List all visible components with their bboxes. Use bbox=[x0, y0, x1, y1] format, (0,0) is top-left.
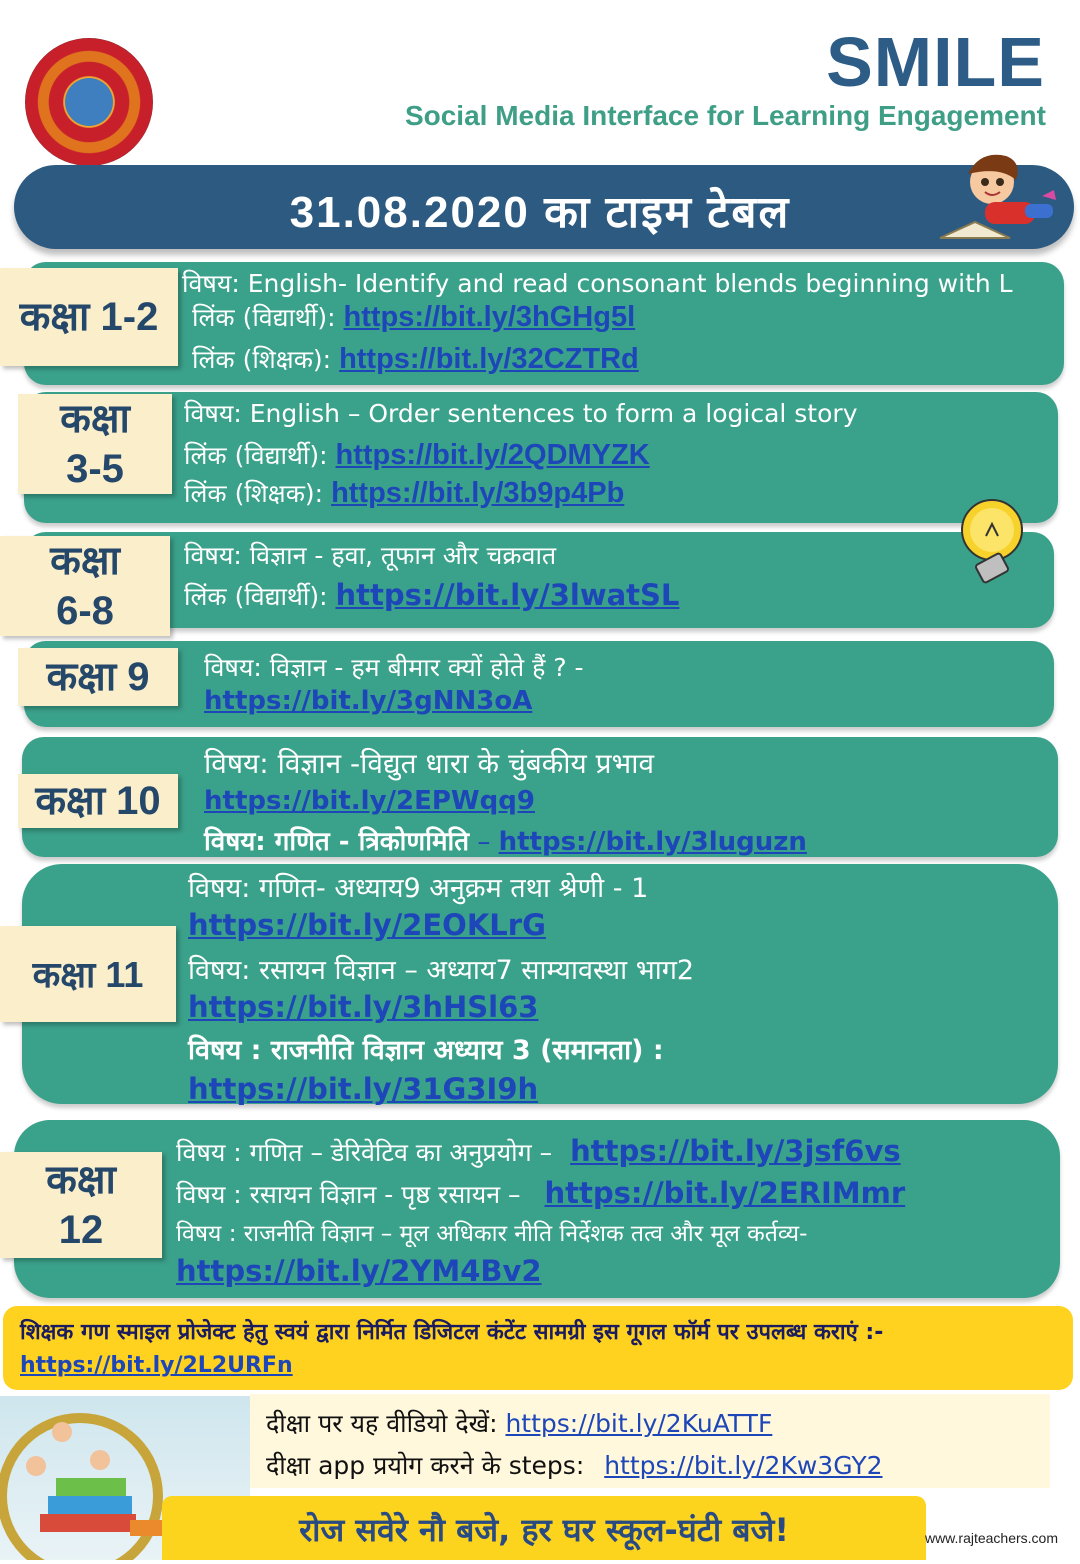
class-6-8-student-row bbox=[184, 578, 679, 613]
class-1-2-student-link[interactable]: https://bit.ly/3hGHg5l bbox=[343, 301, 636, 333]
class-3-5-student-row bbox=[184, 438, 650, 472]
education-department-logo bbox=[25, 38, 153, 166]
class-12-subject-3: विषय : राजनीति विज्ञान – मूल अधिकार नीति निर्देशक तत्व और मूल कर्तव्य- bbox=[176, 1221, 808, 1247]
teacher-notice bbox=[20, 1316, 1060, 1382]
class-9-link[interactable]: https://bit.ly/3gNN3oA bbox=[204, 686, 533, 716]
teacher-link-label: लिंक (शिक्षक): bbox=[184, 479, 324, 508]
class-1-2-teacher-link[interactable]: https://bit.ly/32CZTRd bbox=[339, 343, 639, 375]
class-9-subject: विषय: विज्ञान - हम बीमार क्यों होते हैं ? - bbox=[204, 653, 584, 682]
class-11-link-3[interactable]: https://bit.ly/31G3I9h bbox=[188, 1072, 539, 1106]
timetable-title: 31.08.2020 का टाइम टेबल bbox=[289, 188, 791, 237]
class-12-subject-1: विषय : गणित – डेरिवेटिव का अनुप्रयोग – bbox=[176, 1138, 553, 1167]
class-10-subject-1: विषय: विज्ञान -विद्युत धारा के चुंबकीय प्रभाव bbox=[204, 747, 655, 780]
class-12-row-1 bbox=[176, 1134, 901, 1169]
class-10-tab: कक्षा 10 bbox=[18, 774, 178, 828]
class-3-5-teacher-link[interactable]: https://bit.ly/3b9p4Pb bbox=[331, 477, 625, 509]
class-12-tab: कक्षा 12 bbox=[0, 1152, 162, 1258]
class-10-link-2[interactable]: https://bit.ly/3luguzn bbox=[498, 827, 807, 857]
diksha-video-label: दीक्षा पर यह वीडियो देखें: bbox=[266, 1409, 498, 1438]
class-10-link-1[interactable]: https://bit.ly/2EPWqq9 bbox=[204, 786, 535, 816]
class-9-tab: कक्षा 9 bbox=[18, 648, 178, 706]
class-11-subject-1: विषय: गणित- अध्याय9 अनुक्रम तथा श्रेणी - 1 bbox=[188, 873, 649, 904]
class-11-subject-3: विषय : राजनीति विज्ञान अध्याय 3 (समानता) : bbox=[188, 1035, 664, 1066]
class-12-subject-2: विषय : रसायन विज्ञान - पृष्ठ रसायन – bbox=[176, 1180, 521, 1209]
diksha-video-row bbox=[266, 1406, 772, 1440]
class-11-link-2[interactable]: https://bit.ly/3hHSl63 bbox=[188, 990, 539, 1024]
diksha-video-link[interactable]: https://bit.ly/2KuATTF bbox=[505, 1409, 773, 1438]
lightbulb-icon bbox=[958, 498, 1026, 590]
student-link-label: लिंक (विद्यार्थी): bbox=[184, 441, 328, 470]
student-link-label: लिंक (विद्यार्थी): bbox=[184, 582, 328, 611]
class-1-2-teacher-row bbox=[192, 342, 639, 376]
class-6-8-subject: विषय: विज्ञान - हवा, तूफान और चक्रवात bbox=[184, 541, 557, 570]
class-3-5-tab: कक्षा 3-5 bbox=[18, 394, 172, 494]
class-1-2-student-row bbox=[192, 300, 635, 334]
class-10-subject-2: विषय: गणित - त्रिकोणमिति bbox=[204, 827, 470, 857]
class-6-8-student-link[interactable]: https://bit.ly/3lwatSL bbox=[335, 578, 680, 612]
teacher-notice-text: शिक्षक गण स्माइल प्रोजेक्ट हेतु स्वयं द्वारा निर्मित डिजिटल कंटेंट सामग्री इस गूगल फॉर्म पर उपलब्ध कराएं :- bbox=[20, 1320, 884, 1345]
class-11-subject-2: विषय: रसायन विज्ञान – अध्याय7 साम्यावस्था भाग2 bbox=[188, 955, 695, 986]
class-10-row-2 bbox=[204, 822, 807, 858]
class-11-tab: कक्षा 11 bbox=[0, 926, 176, 1022]
diksha-steps-label: दीक्षा app प्रयोग करने के steps: bbox=[266, 1451, 585, 1480]
student-link-label: लिंक (विद्यार्थी): bbox=[192, 303, 336, 332]
class-12-link-2[interactable]: https://bit.ly/2ERIMmr bbox=[544, 1176, 906, 1210]
class-3-5-teacher-row bbox=[184, 476, 624, 510]
class-12-row-2 bbox=[176, 1176, 905, 1211]
class-1-2-subject: विषय: English- Identify and read consonant blends beginning with L bbox=[182, 269, 1013, 298]
smile-title: SMILE bbox=[826, 23, 1045, 101]
class-3-5-subject: विषय: English – Order sentences to form a logical story bbox=[184, 399, 858, 428]
site-url: www.rajteachers.com bbox=[924, 1530, 1058, 1546]
class-1-2-tab: कक्षा 1-2 bbox=[0, 268, 178, 366]
dash-separator: – bbox=[477, 827, 491, 857]
smile-subtitle: Social Media Interface for Learning Engagement bbox=[404, 100, 1046, 131]
class-12-link-1[interactable]: https://bit.ly/3jsf6vs bbox=[570, 1134, 901, 1168]
class-6-8-tab: कक्षा 6-8 bbox=[0, 536, 170, 636]
slogan: रोज सवेरे नौ बजे, हर घर स्कूल-घंटी बजे! bbox=[299, 1511, 789, 1549]
diksha-steps-link[interactable]: https://bit.ly/2Kw3GY2 bbox=[604, 1451, 883, 1480]
class-12-link-3[interactable]: https://bit.ly/2YM4Bv2 bbox=[176, 1254, 542, 1288]
teacher-link-label: लिंक (शिक्षक): bbox=[192, 345, 332, 374]
class-11-link-1[interactable]: https://bit.ly/2EOKLrG bbox=[188, 908, 546, 942]
reading-child-illustration bbox=[930, 142, 1060, 250]
class-3-5-student-link[interactable]: https://bit.ly/2QDMYZK bbox=[335, 439, 650, 471]
google-form-link[interactable]: https://bit.ly/2L2URFn bbox=[20, 1353, 293, 1378]
diksha-steps-row bbox=[266, 1448, 883, 1482]
